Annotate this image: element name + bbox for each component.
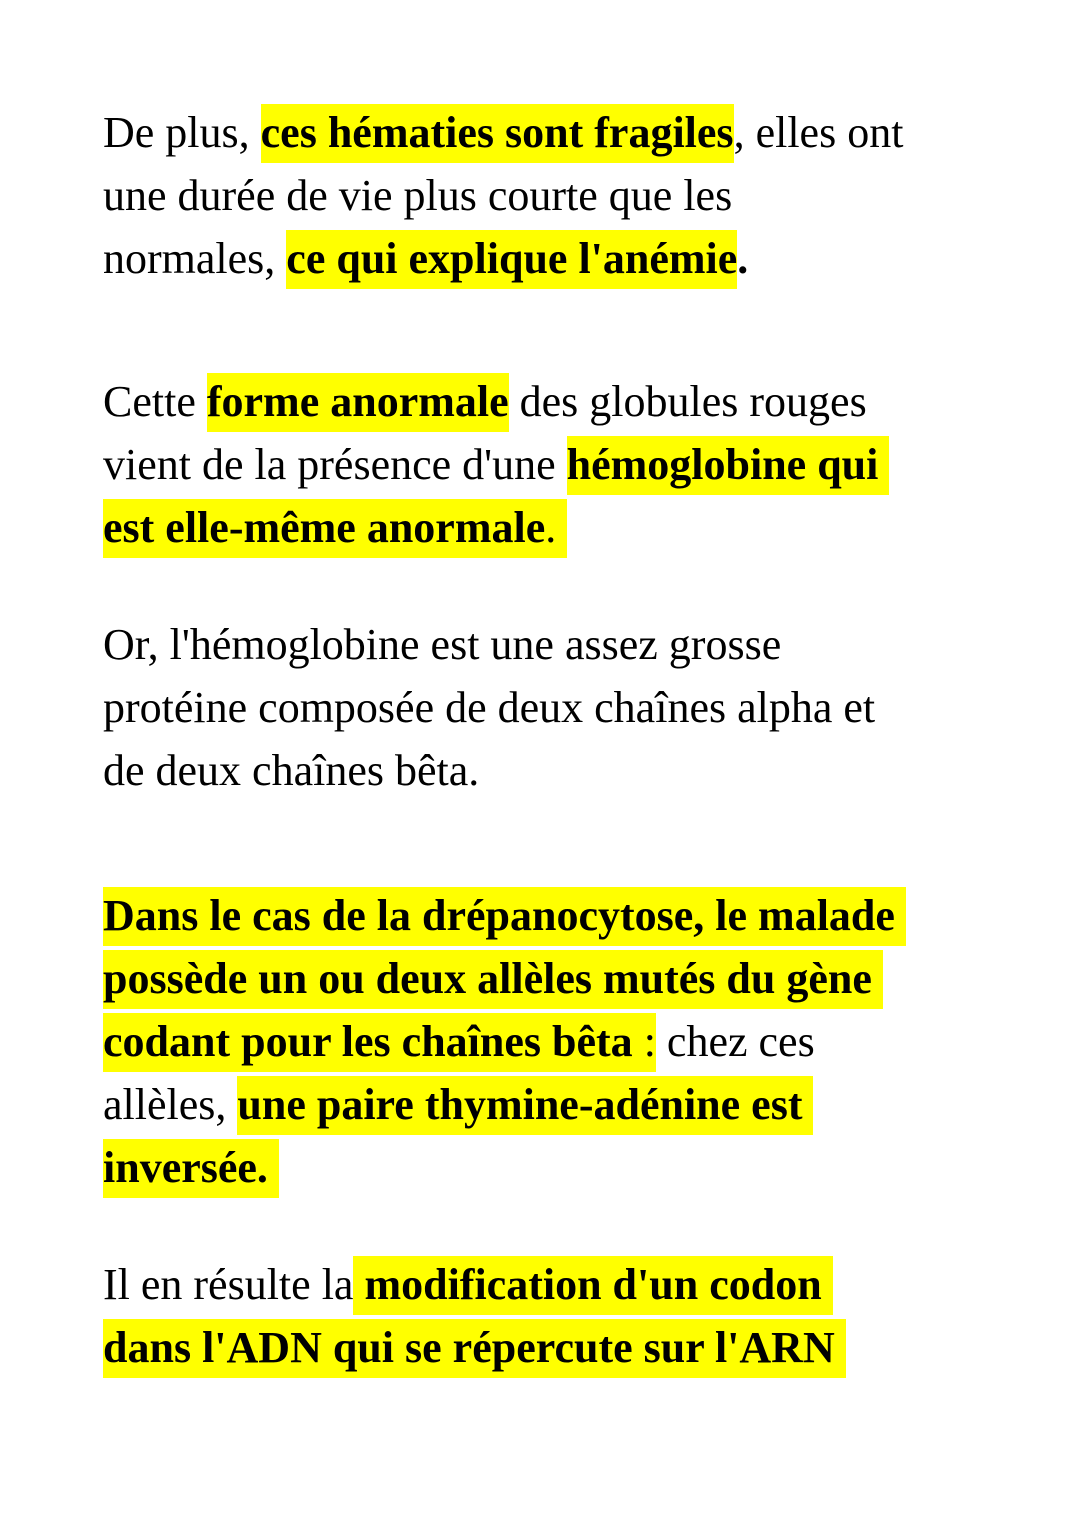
highlighted-bold-text: hémoglobine qui bbox=[567, 436, 890, 495]
text-line bbox=[103, 884, 906, 947]
text-line bbox=[103, 370, 889, 433]
highlighted-punctuation: . bbox=[545, 499, 567, 558]
text-line bbox=[103, 1316, 846, 1379]
plain-text: , elles ont bbox=[733, 108, 904, 157]
text-line bbox=[103, 496, 889, 559]
highlighted-bold-text: ce qui explique l'anémie bbox=[286, 230, 737, 289]
text-line bbox=[103, 1073, 906, 1136]
plain-text: allèles, bbox=[103, 1080, 238, 1129]
highlighted-bold-text: possède un ou deux allèles mutés du gène bbox=[103, 950, 883, 1009]
text-line bbox=[103, 613, 875, 676]
highlighted-bold-text: dans l'ADN qui se répercute sur l'ARN bbox=[103, 1319, 846, 1378]
plain-text: Or, l'hémoglobine est une assez grosse bbox=[103, 620, 782, 669]
plain-text: protéine composée de deux chaînes alpha et bbox=[103, 683, 876, 732]
plain-text: de deux chaînes bêta. bbox=[103, 746, 480, 795]
text-line bbox=[103, 101, 903, 164]
highlighted-punctuation: : bbox=[633, 1013, 656, 1072]
text-line bbox=[103, 947, 906, 1010]
highlighted-bold-text: est elle-même anormale bbox=[103, 499, 545, 558]
text-line bbox=[103, 1253, 846, 1316]
text-line bbox=[103, 227, 903, 290]
text-line bbox=[103, 1136, 906, 1199]
paragraph-hemoglobin-structure bbox=[103, 613, 875, 802]
highlighted-bold-text: inversée. bbox=[103, 1139, 279, 1198]
text-line bbox=[103, 164, 903, 227]
paragraph-abnormal-shape bbox=[103, 370, 889, 559]
text-line bbox=[103, 1010, 906, 1073]
plain-text: une durée de vie plus courte que les bbox=[103, 171, 733, 220]
plain-text: vient de la présence d'une bbox=[103, 440, 567, 489]
paragraph-codon-modification bbox=[103, 1253, 846, 1379]
highlighted-bold-text: une paire thymine-adénine est bbox=[237, 1076, 813, 1135]
highlighted-bold-text: codant pour les chaînes bêta bbox=[103, 1013, 633, 1072]
text-line bbox=[103, 676, 875, 739]
paragraph-fragile-red-cells bbox=[103, 101, 903, 290]
highlighted-bold-text: ces hématies sont fragiles bbox=[261, 104, 734, 163]
highlighted-bold-text: forme anormale bbox=[207, 373, 509, 432]
plain-text: Il en résulte la bbox=[103, 1260, 354, 1309]
plain-text: normales, bbox=[103, 234, 287, 283]
plain-text: De plus, bbox=[103, 108, 261, 157]
highlighted-bold-text: modification d'un codon bbox=[353, 1256, 832, 1315]
highlighted-bold-text: Dans le cas de la drépanocytose, le malade bbox=[103, 887, 906, 946]
plain-text: des globules rouges bbox=[508, 377, 867, 426]
bold-punctuation: . bbox=[737, 234, 749, 283]
text-line bbox=[103, 739, 875, 802]
plain-text: Cette bbox=[103, 377, 207, 426]
plain-text: chez ces bbox=[655, 1017, 815, 1066]
paragraph-sickle-cell-mutation bbox=[103, 884, 906, 1199]
text-line bbox=[103, 433, 889, 496]
